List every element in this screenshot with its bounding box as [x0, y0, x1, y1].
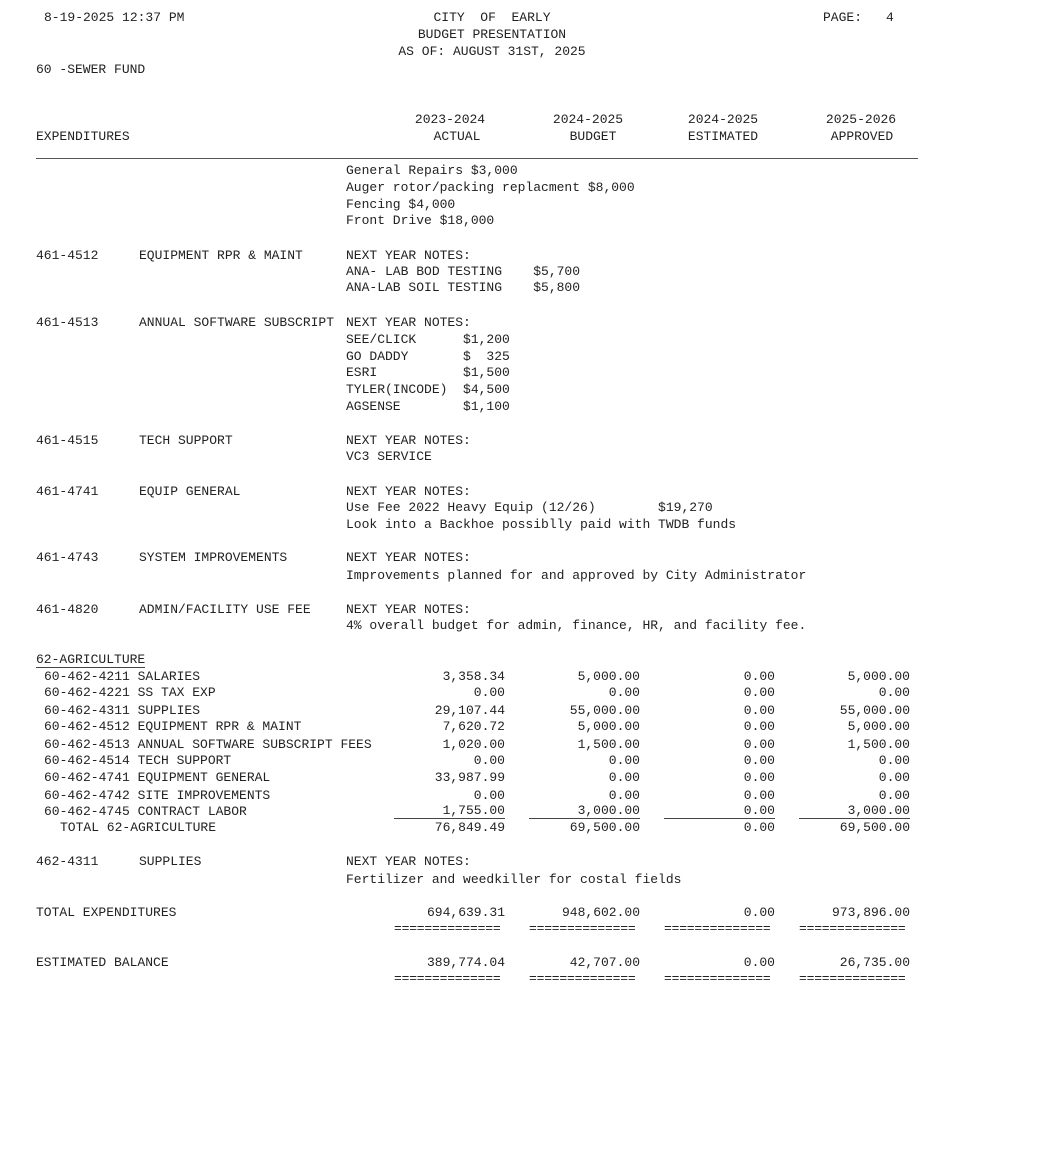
note-line: Improvements planned for and approved by City Administrator — [346, 568, 807, 583]
cell-actual: 1,755.00 — [394, 804, 505, 819]
note-account-name: SYSTEM IMPROVEMENTS — [139, 550, 288, 565]
total-budget: 69,500.00 — [569, 820, 640, 835]
cell-approved: 1,500.00 — [847, 737, 910, 752]
col1-year: 2023-2024 — [414, 112, 486, 127]
cell-budget: 1,500.00 — [577, 737, 640, 752]
table-row-label: 60-462-4513 ANNUAL SOFTWARE SUBSCRIPT FEES — [44, 737, 372, 752]
cell-actual: 3,358.34 — [442, 669, 505, 684]
double-rule: ============== — [799, 971, 906, 986]
total-approved: 69,500.00 — [839, 820, 910, 835]
table-row-label: 60-462-4512 EQUIPMENT RPR & MAINT — [44, 719, 302, 734]
double-rule: ============== — [394, 921, 501, 936]
table-row-label: 60-462-4211 SALARIES — [44, 669, 201, 684]
cell-estimated: 0.00 — [743, 753, 775, 768]
cell-budget: 3,000.00 — [529, 804, 640, 819]
total-exp-approved: 973,896.00 — [831, 905, 910, 920]
table-row-label: 60-462-4742 SITE IMPROVEMENTS — [44, 788, 271, 803]
double-rule: ============== — [529, 921, 636, 936]
cell-actual: 1,020.00 — [442, 737, 505, 752]
cell-approved: 5,000.00 — [847, 669, 910, 684]
cell-approved: 5,000.00 — [847, 719, 910, 734]
report-datetime: 8-19-2025 12:37 PM — [44, 10, 185, 25]
note-account-name: EQUIPMENT RPR & MAINT — [139, 248, 303, 263]
report-title: BUDGET PRESENTATION — [417, 27, 567, 42]
note-line: Use Fee 2022 Heavy Equip (12/26) $19,270 — [346, 500, 713, 515]
total-expenditures-label: TOTAL EXPENDITURES — [36, 905, 177, 920]
double-rule: ============== — [664, 971, 771, 986]
note-account-name: ANNUAL SOFTWARE SUBSCRIPT — [139, 315, 335, 330]
balance-budget: 42,707.00 — [569, 955, 640, 970]
note-line: NEXT YEAR NOTES: — [346, 602, 471, 617]
note-account-name: SUPPLIES — [139, 854, 202, 869]
balance-approved: 26,735.00 — [839, 955, 910, 970]
cell-budget: 5,000.00 — [577, 669, 640, 684]
note-account-code: 461-4741 — [36, 484, 99, 499]
total-exp-budget: 948,602.00 — [561, 905, 640, 920]
carryover-note: General Repairs $3,000 — [346, 163, 518, 178]
table-row-label: 60-462-4221 SS TAX EXP — [44, 685, 216, 700]
table-row-label: 60-462-4514 TECH SUPPORT — [44, 753, 232, 768]
cell-estimated: 0.00 — [743, 737, 775, 752]
cell-estimated: 0.00 — [743, 719, 775, 734]
cell-approved: 55,000.00 — [839, 703, 910, 718]
carryover-note: Auger rotor/packing replacment $8,000 — [346, 180, 635, 195]
note-line: AGSENSE $1,100 — [346, 399, 510, 414]
table-row-label: 60-462-4311 SUPPLIES — [44, 703, 201, 718]
cell-approved: 0.00 — [878, 770, 910, 785]
cell-estimated: 0.00 — [743, 703, 775, 718]
col2-year: 2024-2025 — [552, 112, 624, 127]
carryover-note: Front Drive $18,000 — [346, 213, 495, 228]
balance-actual: 389,774.04 — [426, 955, 505, 970]
cell-budget: 0.00 — [608, 685, 640, 700]
cell-estimated: 0.00 — [743, 685, 775, 700]
cell-estimated: 0.00 — [743, 788, 775, 803]
section-title-agriculture: 62-AGRICULTURE — [36, 652, 146, 667]
note-line: Look into a Backhoe possiblly paid with TWDB funds — [346, 517, 737, 532]
cell-actual: 33,987.99 — [434, 770, 505, 785]
note-line: NEXT YEAR NOTES: — [346, 315, 471, 330]
col3-type: ESTIMATED — [687, 129, 759, 144]
cell-actual: 0.00 — [473, 685, 505, 700]
double-rule: ============== — [529, 971, 636, 986]
section-label: EXPENDITURES — [36, 129, 130, 144]
page-label: PAGE: — [823, 10, 863, 25]
cell-actual: 0.00 — [473, 788, 505, 803]
note-line: ESRI $1,500 — [346, 365, 510, 380]
cell-budget: 0.00 — [608, 753, 640, 768]
total-estimated: 0.00 — [743, 820, 775, 835]
note-line: NEXT YEAR NOTES: — [346, 854, 471, 869]
col1-type: ACTUAL — [433, 129, 481, 144]
fund-name: 60 -SEWER FUND — [36, 62, 146, 77]
note-account-code: 462-4311 — [36, 854, 99, 869]
note-line: GO DADDY $ 325 — [346, 349, 510, 364]
city-name: CITY OF EARLY — [433, 10, 551, 25]
total-row-label: TOTAL 62-AGRICULTURE — [60, 820, 217, 835]
note-account-code: 461-4820 — [36, 602, 99, 617]
note-line: SEE/CLICK $1,200 — [346, 332, 510, 347]
page-number: 4 — [886, 10, 894, 25]
cell-budget: 0.00 — [608, 770, 640, 785]
total-actual: 76,849.49 — [434, 820, 505, 835]
note-line: 4% overall budget for admin, finance, HR, and facility fee. — [346, 618, 807, 633]
cell-approved: 0.00 — [878, 685, 910, 700]
note-line: NEXT YEAR NOTES: — [346, 433, 471, 448]
double-rule: ============== — [799, 921, 906, 936]
col3-year: 2024-2025 — [687, 112, 759, 127]
report-as-of: AS OF: AUGUST 31ST, 2025 — [398, 44, 586, 59]
note-line: TYLER(INCODE) $4,500 — [346, 382, 510, 397]
note-account-code: 461-4515 — [36, 433, 99, 448]
double-rule: ============== — [664, 921, 771, 936]
cell-budget: 0.00 — [608, 788, 640, 803]
table-row-label: 60-462-4745 CONTRACT LABOR — [44, 804, 247, 819]
cell-approved: 3,000.00 — [799, 804, 910, 819]
cell-estimated: 0.00 — [743, 770, 775, 785]
note-line: NEXT YEAR NOTES: — [346, 550, 471, 565]
cell-actual: 0.00 — [473, 753, 505, 768]
note-account-code: 461-4512 — [36, 248, 99, 263]
col4-type: APPROVED — [830, 129, 894, 144]
note-account-name: EQUIP GENERAL — [139, 484, 241, 499]
note-account-name: ADMIN/FACILITY USE FEE — [139, 602, 311, 617]
cell-estimated: 0.00 — [743, 669, 775, 684]
note-account-name: TECH SUPPORT — [139, 433, 233, 448]
header-divider — [36, 158, 918, 159]
note-account-code: 461-4513 — [36, 315, 99, 330]
cell-actual: 29,107.44 — [434, 703, 505, 718]
estimated-balance-label: ESTIMATED BALANCE — [36, 955, 169, 970]
note-line: NEXT YEAR NOTES: — [346, 248, 471, 263]
col4-year: 2025-2026 — [825, 112, 897, 127]
cell-budget: 55,000.00 — [569, 703, 640, 718]
cell-approved: 0.00 — [878, 788, 910, 803]
cell-actual: 7,620.72 — [442, 719, 505, 734]
cell-estimated: 0.00 — [664, 804, 775, 819]
cell-approved: 0.00 — [878, 753, 910, 768]
table-row-label: 60-462-4741 EQUIPMENT GENERAL — [44, 770, 271, 785]
note-line: Fertilizer and weedkiller for costal fields — [346, 872, 682, 887]
total-exp-estimated: 0.00 — [743, 905, 775, 920]
note-line: ANA- LAB BOD TESTING $5,700 — [346, 264, 581, 279]
note-line: VC3 SERVICE — [346, 449, 432, 464]
note-account-code: 461-4743 — [36, 550, 99, 565]
double-rule: ============== — [394, 971, 501, 986]
balance-estimated: 0.00 — [743, 955, 775, 970]
note-line: ANA-LAB SOIL TESTING $5,800 — [346, 280, 581, 295]
note-line: NEXT YEAR NOTES: — [346, 484, 471, 499]
col2-type: BUDGET — [569, 129, 617, 144]
total-exp-actual: 694,639.31 — [426, 905, 505, 920]
carryover-note: Fencing $4,000 — [346, 197, 456, 212]
cell-budget: 5,000.00 — [577, 719, 640, 734]
